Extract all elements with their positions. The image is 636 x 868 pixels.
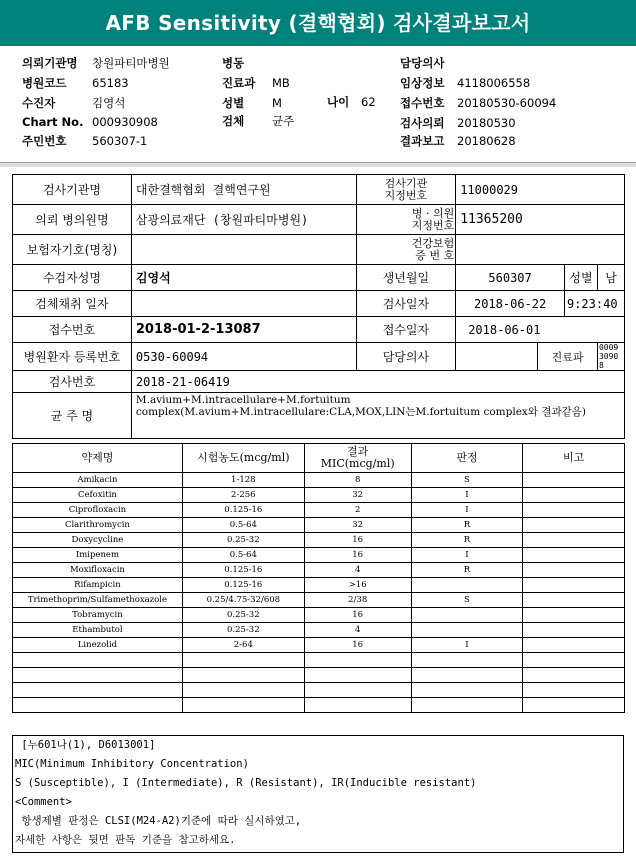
drug-interpretation bbox=[411, 608, 523, 623]
header-col1-label: 수진자 bbox=[22, 96, 56, 110]
drug-row bbox=[13, 623, 625, 638]
header-col1-field bbox=[22, 95, 125, 111]
header-col2-label: 성별 bbox=[222, 96, 245, 110]
header-col3-label: 담당의사 bbox=[400, 56, 445, 70]
drug-name: Ethambutol bbox=[13, 623, 183, 638]
drug-row bbox=[13, 563, 625, 578]
drug-row bbox=[13, 548, 625, 563]
drug-name: Imipenem bbox=[13, 548, 183, 563]
inst-code-value: 11000029 bbox=[456, 175, 625, 205]
strain-value: M.avium+M.intracellulare+M.fortuitum complex(M.avium+M.intracellulare:CLA,MOX,LIN는M.fortuitum complex와 결과같음) bbox=[131, 393, 624, 439]
birthdate-value: 560307 bbox=[456, 265, 565, 291]
comment-box bbox=[12, 735, 624, 853]
header-col3-label: 결과보고 bbox=[400, 134, 445, 148]
test-time-value: 9:23:40 bbox=[564, 291, 624, 317]
drug-remarks bbox=[523, 698, 625, 713]
hospital-name-label: 의뢰 병의원명 bbox=[13, 205, 132, 235]
drug-table bbox=[12, 443, 625, 713]
drug-row bbox=[13, 473, 625, 488]
drug-table-header bbox=[13, 444, 625, 473]
drug-concentration: 0.25-32 bbox=[182, 608, 304, 623]
header-col1-value: 김영석 bbox=[92, 96, 126, 110]
header-drug: 약제명 bbox=[13, 444, 183, 473]
header-col1-label: Chart No. bbox=[22, 115, 84, 129]
header-age-label: 나이 bbox=[327, 95, 350, 109]
drug-mic: 4 bbox=[304, 563, 411, 578]
drug-interpretation bbox=[411, 668, 523, 683]
drug-remarks bbox=[523, 503, 625, 518]
header-col3-label: 검사의뢰 bbox=[400, 116, 445, 130]
drug-remarks bbox=[523, 578, 625, 593]
drug-concentration: 0.125-16 bbox=[182, 578, 304, 593]
insurer-label: 보험자기호(명칭) bbox=[13, 235, 132, 265]
receipt-no-label: 접수번호 bbox=[13, 317, 132, 343]
drug-concentration: 0.5-64 bbox=[182, 518, 304, 533]
registration-no-label: 병원환자 등록번호 bbox=[13, 343, 132, 371]
drug-interpretation: R bbox=[411, 563, 523, 578]
drug-row bbox=[13, 518, 625, 533]
header-col3-field bbox=[400, 133, 516, 149]
drug-concentration bbox=[182, 698, 304, 713]
header-concentration: 시험농도(mcg/ml) bbox=[182, 444, 304, 473]
drug-concentration bbox=[182, 683, 304, 698]
report-title: AFB Sensitivity (결핵협회) 검사결과보고서 bbox=[0, 0, 636, 46]
drug-row bbox=[13, 698, 625, 713]
drug-name: Ciprofloxacin bbox=[13, 503, 183, 518]
hospital-code-label: 병 · 의원 지정번호 bbox=[356, 205, 456, 235]
test-date-label: 검사일자 bbox=[356, 291, 456, 317]
drug-name: Clarithromycin bbox=[13, 518, 183, 533]
header-col2-label: 검체 bbox=[222, 114, 245, 128]
drug-name: Amikacin bbox=[13, 473, 183, 488]
header-remarks: 비고 bbox=[523, 444, 625, 473]
drug-mic: 16 bbox=[304, 548, 411, 563]
drug-mic: 32 bbox=[304, 488, 411, 503]
drug-concentration: 0.25-32 bbox=[182, 533, 304, 548]
drug-interpretation bbox=[411, 698, 523, 713]
drug-mic: 32 bbox=[304, 518, 411, 533]
drug-name: Tobramycin bbox=[13, 608, 183, 623]
drug-interpretation bbox=[411, 653, 523, 668]
header-col3-label: 접수번호 bbox=[400, 96, 445, 110]
registration-no-value: 0530-60094 bbox=[131, 343, 356, 371]
header-col2-field bbox=[222, 95, 282, 111]
test-date-value: 2018-06-22 bbox=[456, 291, 565, 317]
drug-name: Moxifloxacin bbox=[13, 563, 183, 578]
header-col2-label: 병동 bbox=[222, 56, 245, 70]
inst-name-label: 검사기관명 bbox=[13, 175, 132, 205]
drug-mic: >16 bbox=[304, 578, 411, 593]
header-col3-field bbox=[400, 115, 516, 131]
drug-name: Doxycycline bbox=[13, 533, 183, 548]
header-col2-value: 균주 bbox=[272, 114, 295, 128]
drug-name: Rifampicin bbox=[13, 578, 183, 593]
drug-mic: 16 bbox=[304, 638, 411, 653]
patient-name-value: 김영석 bbox=[131, 265, 356, 291]
receipt-date-value: 2018-06-01 bbox=[456, 317, 625, 343]
drug-mic bbox=[304, 668, 411, 683]
insurance-no-label: 건강보험 증 번 호 bbox=[356, 235, 456, 265]
drug-name bbox=[13, 668, 183, 683]
drug-mic: 2 bbox=[304, 503, 411, 518]
drug-row bbox=[13, 683, 625, 698]
header-col3-value: 20180530 bbox=[457, 116, 516, 130]
header-col3-label: 임상정보 bbox=[400, 76, 445, 90]
drug-remarks bbox=[523, 608, 625, 623]
drug-row bbox=[13, 488, 625, 503]
receipt-no-value: 2018-01-2-13087 bbox=[131, 317, 356, 343]
header-col1-value: 창원파티마병원 bbox=[92, 56, 170, 70]
header-col1-value: 65183 bbox=[92, 76, 129, 90]
header-col2-value: MB bbox=[272, 76, 290, 90]
drug-row bbox=[13, 578, 625, 593]
drug-concentration: 0.25-32 bbox=[182, 623, 304, 638]
drug-concentration: 0.25/4.75-32/608 bbox=[182, 593, 304, 608]
drug-mic: 8 bbox=[304, 473, 411, 488]
insurer-value bbox=[131, 235, 356, 265]
drug-name bbox=[13, 698, 183, 713]
drug-concentration: 2-256 bbox=[182, 488, 304, 503]
drug-concentration: 0.125-16 bbox=[182, 563, 304, 578]
drug-remarks bbox=[523, 683, 625, 698]
drug-interpretation: I bbox=[411, 488, 523, 503]
comment-line: S (Susceptible), I (Intermediate), R (Resistant), IR(Inducible resistant) bbox=[15, 777, 477, 789]
drug-mic bbox=[304, 653, 411, 668]
drug-row bbox=[13, 668, 625, 683]
department-value: 000930908 bbox=[597, 343, 624, 371]
drug-mic: 16 bbox=[304, 608, 411, 623]
drug-mic: 16 bbox=[304, 533, 411, 548]
collection-date-label: 검체채취 일자 bbox=[13, 291, 132, 317]
doctor-value bbox=[456, 343, 538, 371]
drug-name: Trimethoprim/Sulfamethoxazole bbox=[13, 593, 183, 608]
header-col1-field bbox=[22, 75, 129, 91]
header-col2-value: M bbox=[272, 96, 282, 110]
drug-concentration: 0.125-16 bbox=[182, 503, 304, 518]
drug-row bbox=[13, 653, 625, 668]
sex-label: 성별 bbox=[564, 265, 597, 291]
drug-row bbox=[13, 638, 625, 653]
test-no-value: 2018-21-06419 bbox=[131, 371, 624, 393]
header-col2-field bbox=[222, 75, 290, 91]
insurance-no-value bbox=[456, 235, 625, 265]
inst-name-value: 대한결핵협회 결핵연구원 bbox=[131, 175, 356, 205]
header-col3-field bbox=[400, 95, 556, 111]
header-col3-value: 20180530-60094 bbox=[457, 96, 557, 110]
info-table bbox=[12, 174, 625, 439]
drug-mic: 4 bbox=[304, 623, 411, 638]
header-col2-field bbox=[222, 113, 294, 129]
header-col1-field bbox=[22, 55, 170, 71]
header-col1-label: 의뢰기관명 bbox=[22, 56, 78, 70]
drug-concentration: 2-64 bbox=[182, 638, 304, 653]
drug-remarks bbox=[523, 638, 625, 653]
drug-interpretation bbox=[411, 578, 523, 593]
receipt-date-label: 접수일자 bbox=[356, 317, 456, 343]
drug-interpretation: S bbox=[411, 593, 523, 608]
drug-remarks bbox=[523, 653, 625, 668]
collection-date-value bbox=[131, 291, 356, 317]
header-age-value: 62 bbox=[361, 95, 376, 109]
comment-line: [누601나(1), D6013001] bbox=[15, 739, 156, 751]
header-interpretation: 판정 bbox=[411, 444, 523, 473]
drug-interpretation: S bbox=[411, 473, 523, 488]
drug-remarks bbox=[523, 668, 625, 683]
sex-value: 남 bbox=[597, 265, 624, 291]
drug-remarks bbox=[523, 518, 625, 533]
drug-row bbox=[13, 533, 625, 548]
header-col1-field bbox=[22, 115, 158, 129]
drug-name: Cefoxitin bbox=[13, 488, 183, 503]
drug-name bbox=[13, 653, 183, 668]
patient-name-label: 수검자성명 bbox=[13, 265, 132, 291]
header-col1-label: 병원코드 bbox=[22, 76, 67, 90]
header-col3-value: 20180628 bbox=[457, 134, 516, 148]
hospital-name-value: 삼광의료재단 (창원파티마병원) bbox=[131, 205, 356, 235]
drug-interpretation: I bbox=[411, 503, 523, 518]
drug-interpretation bbox=[411, 623, 523, 638]
drug-remarks bbox=[523, 563, 625, 578]
comment-line: 자세한 사항은 뒷면 판독 기준을 참고하세요. bbox=[15, 834, 236, 846]
drug-concentration: 0.5-64 bbox=[182, 548, 304, 563]
inst-code-label: 검사기관 지정번호 bbox=[356, 175, 456, 205]
drug-mic bbox=[304, 683, 411, 698]
comment-line: <Comment> bbox=[15, 796, 72, 808]
header-col2-field bbox=[222, 55, 272, 71]
header-age bbox=[327, 94, 376, 110]
drug-row bbox=[13, 503, 625, 518]
header-col1-value: 000930908 bbox=[92, 115, 158, 129]
test-no-label: 검사번호 bbox=[13, 371, 132, 393]
drug-concentration: 1-128 bbox=[182, 473, 304, 488]
header-col1-label: 주민번호 bbox=[22, 134, 67, 148]
drug-row bbox=[13, 593, 625, 608]
department-label: 진료파 bbox=[538, 343, 598, 371]
strain-label: 균 주 명 bbox=[13, 393, 132, 439]
header-col1-field bbox=[22, 133, 147, 149]
drug-remarks bbox=[523, 623, 625, 638]
drug-row bbox=[13, 608, 625, 623]
drug-concentration bbox=[182, 668, 304, 683]
drug-remarks bbox=[523, 593, 625, 608]
drug-remarks bbox=[523, 473, 625, 488]
drug-interpretation bbox=[411, 683, 523, 698]
doctor-label: 담당의사 bbox=[356, 343, 456, 371]
comment-line: 항생제별 판정은 CLSI(M24-A2)기준에 따라 실시하였고, bbox=[15, 815, 302, 827]
header-col3-field bbox=[400, 55, 457, 71]
drug-mic bbox=[304, 698, 411, 713]
comment-line: MIC(Minimum Inhibitory Concentration) bbox=[15, 758, 249, 770]
hospital-code-value: 11365200 bbox=[456, 205, 625, 235]
drug-name: Linezolid bbox=[13, 638, 183, 653]
birthdate-label: 생년월일 bbox=[356, 265, 456, 291]
drug-remarks bbox=[523, 488, 625, 503]
header-col3-value: 4118006558 bbox=[457, 76, 531, 90]
drug-name bbox=[13, 683, 183, 698]
drug-concentration bbox=[182, 653, 304, 668]
drug-interpretation: R bbox=[411, 533, 523, 548]
drug-mic: 2/38 bbox=[304, 593, 411, 608]
drug-remarks bbox=[523, 548, 625, 563]
drug-interpretation: R bbox=[411, 518, 523, 533]
drug-interpretation: I bbox=[411, 638, 523, 653]
header-col2-label: 진료과 bbox=[222, 76, 256, 90]
header-mic: 결과 MIC(mcg/ml) bbox=[304, 444, 411, 473]
header-col3-field bbox=[400, 75, 530, 91]
drug-interpretation: I bbox=[411, 548, 523, 563]
header-col1-value: 560307-1 bbox=[92, 134, 148, 148]
drug-remarks bbox=[523, 533, 625, 548]
